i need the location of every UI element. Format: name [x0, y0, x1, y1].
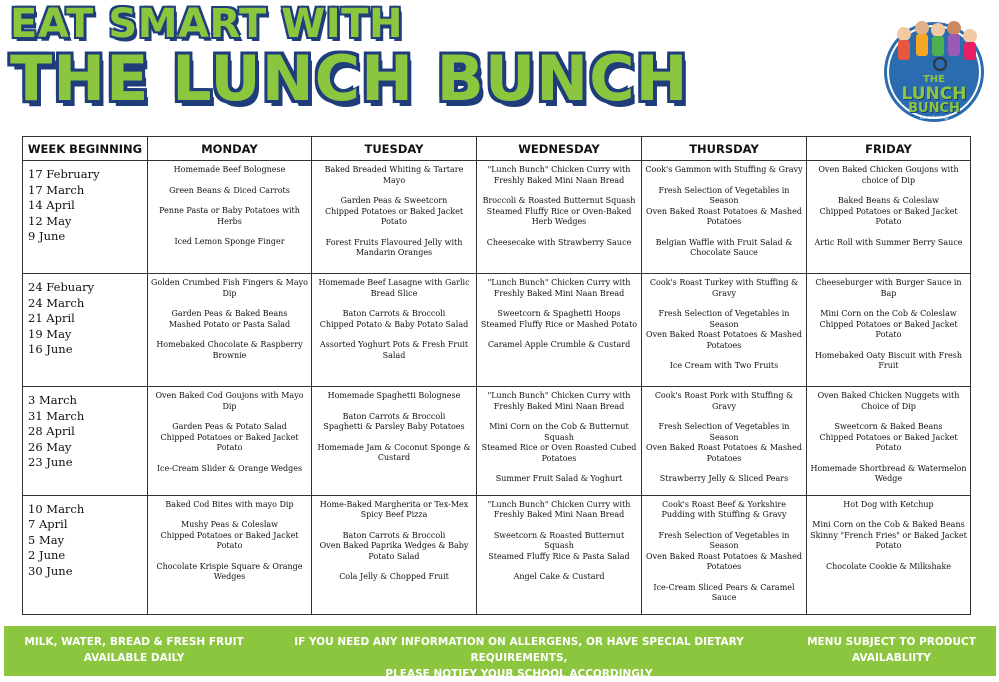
- dish-dessert: Summer Fruit Salad & Yoghurt: [495, 474, 623, 483]
- dish-main: Homemade Spaghetti Bolognese: [327, 391, 461, 400]
- day-cell-friday: [807, 387, 971, 496]
- column-header-thursday: THURSDAY: [642, 137, 807, 161]
- day-cell-monday: [148, 495, 312, 614]
- week-date: 26 May: [28, 439, 72, 454]
- week-date: 17 March: [28, 182, 85, 197]
- dish-sides: Sweetcorn & Spaghetti Hoops Steamed Fluffy Rice or Mashed Potato: [480, 309, 638, 329]
- dish-sides: Baked Beans & Coleslaw Chipped Potatoes or Baked Jacket Potato: [819, 196, 958, 226]
- dish-sides: Broccoli & Roasted Butternut Squash Steamed Fluffy Rice or Oven-Baked Herb Wedges: [482, 196, 636, 226]
- dish-sides: Garden Peas & Potato Salad Chipped Potatoes or Baked Jacket Potato: [160, 422, 299, 452]
- footer-banner: [4, 626, 996, 680]
- dish-sides: Baton Carrots & Broccoli Oven Baked Paprika Wedges & Baby Potato Salad: [319, 530, 469, 561]
- dish-dessert: Homemade Shortbread & Watermelon Wedge: [810, 463, 967, 483]
- footer-text: AVAILABLE DAILY: [83, 652, 185, 664]
- dish-dessert: Chocolate Krispie Square & Orange Wedges: [156, 561, 303, 581]
- day-cell-thursday: [642, 161, 807, 274]
- dish-sides: Sweetcorn & Roasted Butternut Squash Steamed Fluffy Rice & Pasta Salad: [488, 530, 630, 561]
- dish-dessert: Angel Cake & Custard: [513, 572, 605, 581]
- dish-dessert: Forest Fruits Flavoured Jelly with Mandarin Oranges: [325, 237, 463, 257]
- dish-sides: Mini Corn on the Cob & Baked Beans Skinny "French Fries" or Baked Jacket Potato: [810, 520, 967, 550]
- week-date: 28 April: [28, 424, 75, 438]
- dish-dessert: Iced Lemon Sponge Finger: [174, 237, 285, 246]
- day-cell-monday: [148, 161, 312, 274]
- week-date: 17 February: [28, 167, 100, 181]
- dish-main: Oven Baked Chicken Nuggets with Choice of Dip: [817, 391, 960, 411]
- dish-main: Oven Baked Cod Goujons with Mayo Dip: [155, 391, 304, 411]
- footer-daily-items: [14, 634, 254, 666]
- dish-dessert: Strawberry Jelly & Sliced Pears: [659, 474, 789, 483]
- table-row: [23, 495, 971, 614]
- day-cell-tuesday: [312, 387, 477, 496]
- day-cell-friday: [807, 274, 971, 387]
- dish-sides: Fresh Selection of Vegetables in Season Oven Baked Roast Potatoes & Mashed Potatoes: [646, 185, 802, 226]
- logo-text-the: THE: [922, 74, 946, 85]
- dish-main: Golden Crumbed Fish Fingers & Mayo Dip: [151, 278, 308, 298]
- dish-main: Homemade Beef Bolognese: [173, 165, 286, 174]
- dish-sides: Fresh Selection of Vegetables in Season Oven Baked Roast Potatoes & Mashed Potatoes: [646, 309, 802, 350]
- dish-main: Cook's Roast Beef & Yorkshire Pudding with Stuffing & Gravy: [661, 499, 787, 519]
- dish-dessert: Assorted Yoghurt Pots & Fresh Fruit Salad: [319, 340, 469, 360]
- dish-dessert: Ice-Cream Sliced Pears & Caramel Sauce: [653, 582, 795, 602]
- column-header-friday: FRIDAY: [807, 137, 971, 161]
- day-cell-friday: [807, 161, 971, 274]
- column-header-monday: MONDAY: [148, 137, 312, 161]
- week-date: 12 May: [28, 213, 72, 228]
- dish-dessert: Artic Roll with Summer Berry Sauce: [814, 237, 963, 247]
- day-cell-thursday: [642, 387, 807, 496]
- dish-main: Homemade Beef Lasagne with Garlic Bread Slice: [318, 278, 470, 298]
- day-cell-monday: [148, 387, 312, 496]
- dish-sides: Green Beans & Diced Carrots: [169, 185, 290, 195]
- week-date: 7 April: [28, 517, 68, 531]
- header-row: [23, 137, 971, 161]
- day-cell-wednesday: [477, 274, 642, 387]
- dish-dessert: Ice Cream with Two Fruits: [669, 361, 779, 370]
- lunch-bunch-logo: [878, 14, 990, 126]
- dish-dessert: Homebaked Oaty Biscuit with Fresh Fruit: [814, 350, 963, 370]
- column-header-tuesday: TUESDAY: [312, 137, 477, 161]
- week-date: 9 June: [28, 229, 66, 243]
- day-cell-tuesday: [312, 495, 477, 614]
- dish-main: Cheeseburger with Burger Sauce in Bap: [815, 278, 962, 298]
- logo-text-lunch: LUNCH: [901, 84, 967, 104]
- week-date: 14 April: [28, 198, 75, 212]
- dish-sides: Fresh Selection of Vegetables in Season Oven Baked Roast Potatoes & Mashed Potatoes: [646, 422, 802, 463]
- dish-dessert: Belgian Waffle with Fruit Salad & Chocolate Sauce: [655, 237, 793, 257]
- dish-dessert: Cheesecake with Strawberry Sauce: [486, 237, 632, 247]
- dish-main: Hot Dog with Ketchup: [843, 499, 934, 509]
- dish-dessert: Caramel Apple Crumble & Custard: [487, 340, 631, 349]
- week-date: 23 June: [28, 455, 73, 469]
- logo-text-bunch: BUNCH: [908, 101, 960, 116]
- dish-dessert: Ice-Cream Slider & Orange Wedges: [156, 463, 303, 473]
- dish-sides: Mini Corn on the Cob & Butternut Squash Steamed Rice or Oven Roasted Cubed Potatoes: [481, 422, 637, 463]
- week-cell: [23, 387, 148, 496]
- dish-main: "Lunch Bunch" Chicken Curry with Freshly Baked Mini Naan Bread: [487, 499, 631, 519]
- week-date: 3 March: [28, 393, 77, 407]
- day-cell-monday: [148, 274, 312, 387]
- header-line-1: EAT SMART WITH: [10, 1, 403, 47]
- week-cell: [23, 495, 148, 614]
- week-date: 30 June: [28, 563, 73, 578]
- footer-text: IF YOU NEED ANY INFORMATION ON ALLERGENS, OR HAVE SPECIAL DIETARY REQUIREMENTS,: [294, 636, 744, 664]
- dish-main: "Lunch Bunch" Chicken Curry with Freshly Baked Mini Naan Bread: [487, 391, 631, 411]
- week-cell: [23, 161, 148, 274]
- header-line-2: THE LUNCH BUNCH: [10, 42, 689, 115]
- week-date: 24 March: [28, 295, 85, 310]
- week-date: 16 June: [28, 342, 73, 356]
- dish-sides: Garden Peas & Sweetcorn Chipped Potatoes or Baked Jacket Potato: [324, 196, 464, 226]
- week-date: 19 May: [28, 326, 72, 341]
- day-cell-thursday: [642, 274, 807, 387]
- dish-sides: Mini Corn on the Cob & Coleslaw Chipped Potatoes or Baked Jacket Potato: [819, 309, 958, 339]
- day-cell-friday: [807, 495, 971, 614]
- day-cell-wednesday: [477, 161, 642, 274]
- dish-dessert: Cola Jelly & Chopped Fruit: [339, 572, 449, 581]
- dish-sides: Baton Carrots & Broccoli Chipped Potato & Baby Potato Salad: [319, 309, 469, 329]
- dish-main: Cook's Roast Turkey with Stuffing & Gravy: [649, 278, 799, 298]
- dish-dessert: Homebaked Chocolate & Raspberry Brownie: [156, 340, 303, 360]
- footer-text: MENU SUBJECT TO PRODUCT: [807, 636, 976, 648]
- week-date: 31 March: [28, 408, 85, 423]
- dish-sides: Sweetcorn & Baked Beans Chipped Potatoes or Baked Jacket Potato: [819, 422, 958, 452]
- day-cell-wednesday: [477, 387, 642, 496]
- logo-tagline: es catering: [920, 115, 948, 121]
- dish-sides: Penne Pasta or Baby Potatoes with Herbs: [159, 206, 300, 226]
- dish-main: "Lunch Bunch" Chicken Curry with Freshly Baked Mini Naan Bread: [487, 278, 631, 298]
- dish-main: Baked Cod Bites with mayo Dip: [165, 499, 294, 509]
- week-date: 21 April: [28, 311, 75, 325]
- day-cell-tuesday: [312, 161, 477, 274]
- dish-dessert: Chocolate Cookie & Milkshake: [825, 561, 952, 571]
- footer-text: MILK, WATER, BREAD & FRESH FRUIT: [24, 636, 244, 648]
- dish-sides: Fresh Selection of Vegetables in Season Oven Baked Roast Potatoes & Mashed Potatoes: [646, 530, 802, 571]
- footer-availability-notice: [794, 634, 989, 666]
- dish-main: Cook's Gammon with Stuffing & Gravy: [645, 165, 803, 174]
- week-cell: [23, 274, 148, 387]
- week-date: 2 June: [28, 548, 66, 562]
- column-header-wednesday: WEDNESDAY: [477, 137, 642, 161]
- column-header-week: WEEK BEGINNING: [23, 137, 148, 161]
- footer-text: PLEASE NOTIFY YOUR SCHOOL ACCORDINGLY: [385, 668, 653, 680]
- table-row: [23, 161, 971, 274]
- day-cell-thursday: [642, 495, 807, 614]
- day-cell-tuesday: [312, 274, 477, 387]
- dish-main: "Lunch Bunch" Chicken Curry with Freshly Baked Mini Naan Bread: [487, 165, 631, 185]
- menu-table: [22, 136, 971, 615]
- dish-main: Baked Breaded Whiting & Tartare Mayo: [324, 165, 464, 185]
- table-row: [23, 274, 971, 387]
- week-date: 24 Febuary: [28, 280, 95, 294]
- day-cell-wednesday: [477, 495, 642, 614]
- footer-text: AVAILABLIITY: [852, 652, 931, 664]
- dish-sides: Garden Peas & Baked Beans Mashed Potato or Pasta Salad: [168, 309, 291, 329]
- week-date: 5 May: [28, 532, 65, 547]
- dish-main: Home-Baked Margherita or Tex-Mex Spicy Beef Pizza: [319, 499, 469, 519]
- footer-allergen-notice: [259, 634, 779, 682]
- dish-sides: Baton Carrots & Broccoli Spaghetti & Parsley Baby Potatoes: [323, 411, 465, 431]
- dish-dessert: Homemade Jam & Coconut Sponge & Custard: [317, 442, 471, 462]
- dish-main: Oven Baked Chicken Goujons with choice of Dip: [818, 165, 959, 185]
- dish-sides: Mushy Peas & Coleslaw Chipped Potatoes or Baked Jacket Potato: [160, 520, 299, 550]
- dish-main: Cook's Roast Pork with Stuffing & Gravy: [654, 391, 794, 411]
- table-row: [23, 387, 971, 496]
- week-date: 10 March: [28, 501, 85, 516]
